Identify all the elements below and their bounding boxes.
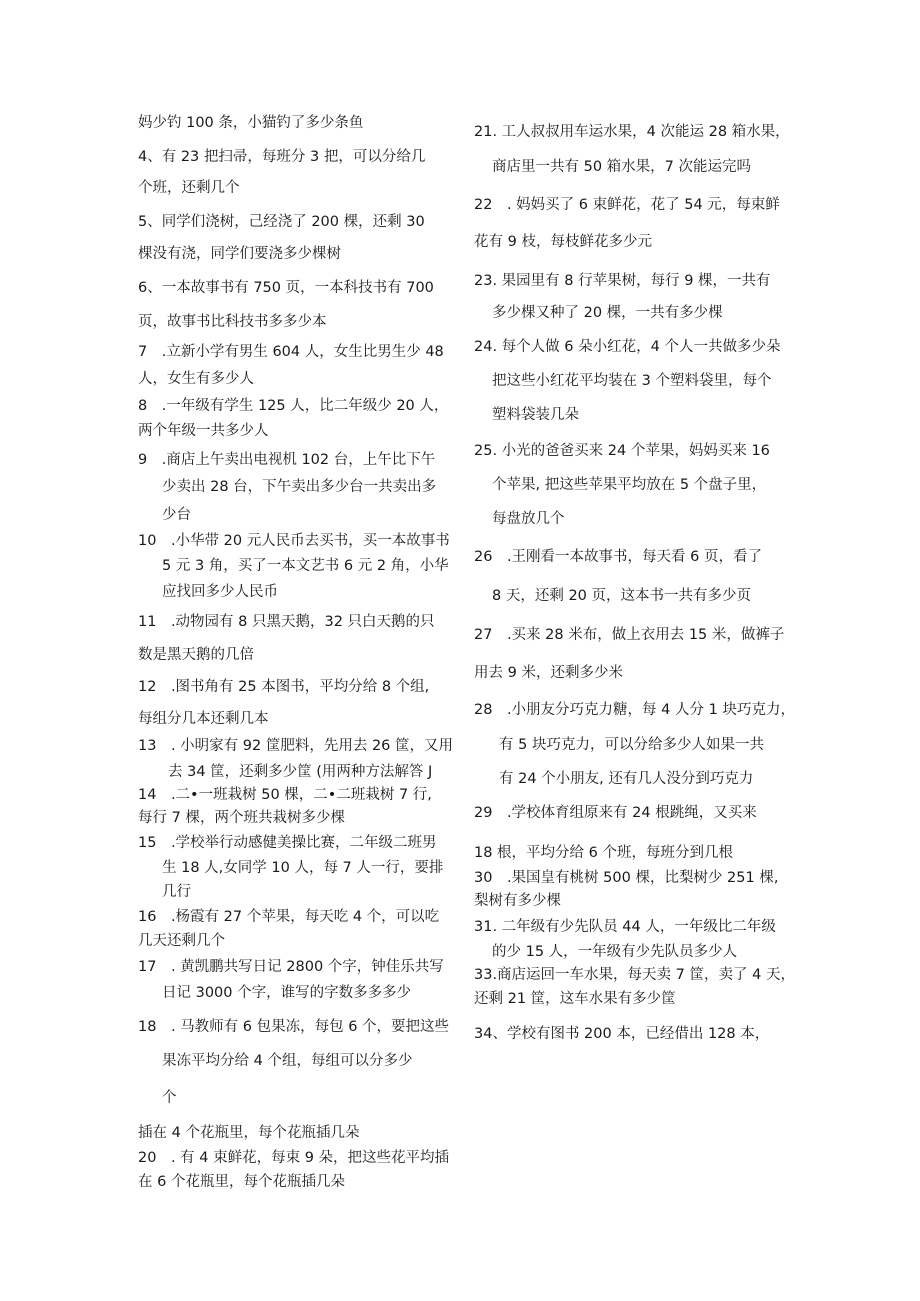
text-line: 16 .杨霞有 27 个苹果，每天吃 4 个，可以吃 bbox=[138, 909, 440, 925]
text-line: 每盘放几个 bbox=[492, 511, 565, 527]
text-line: 18 . 马教师有 6 包果冻，每包 6 个，要把这些 bbox=[138, 1019, 450, 1035]
text-line: 有 24 个小朋友, 还有几人没分到巧克力 bbox=[499, 771, 754, 787]
text-line: 商店里一共有 50 箱水果，7 次能运完吗 bbox=[492, 159, 752, 175]
text-line: 14 .二•一班栽树 50 棵，二•二班栽树 7 行, bbox=[138, 787, 432, 803]
text-line: 每行 7 棵，两个班共栽树多少棵 bbox=[138, 810, 345, 826]
text-line: 少台 bbox=[162, 507, 191, 523]
text-line: 7 .立新小学有男生 604 人，女生比男生少 48 bbox=[138, 344, 444, 360]
text-line: 17 . 黄凯鹏共写日记 2800 个字，钟佳乐共写 bbox=[138, 959, 444, 975]
text-line: 5、同学们浇树，己经浇了 200 棵，还剩 30 bbox=[138, 214, 425, 230]
text-line: 果冻平均分给 4 个组，每组可以分多少 bbox=[162, 1053, 413, 1069]
text-line: 26 .王刚看一本故事书，每天看 6 页，看了 bbox=[474, 549, 763, 565]
text-line: 生 18 人,女同学 10 人，每 7 人一行，要排 bbox=[162, 860, 444, 876]
text-line: 的少 15 人，一年级有少先队员多少人 bbox=[492, 944, 738, 960]
text-line: 33.商店运回一车水果，每天卖 7 筐，卖了 4 天， bbox=[474, 967, 795, 983]
text-line: 24. 每个人做 6 朵小红花，4 个人一共做多少朵 bbox=[474, 339, 781, 355]
text-line: 塑料袋装几朵 bbox=[492, 407, 579, 423]
text-line: 个苹果, 把这些苹果平均放在 5 个盘子里， bbox=[492, 477, 767, 493]
text-line: 23. 果园里有 8 行苹果树，每行 9 棵，一共有 bbox=[474, 273, 771, 289]
text-line: 少卖出 28 台，下午卖出多少台一共卖出多 bbox=[162, 479, 437, 495]
text-line: 13 . 小明家有 92 筐肥料，先用去 26 筐，又用 bbox=[138, 738, 454, 754]
text-line: 页，故事书比科技书多多少本 bbox=[138, 314, 327, 330]
text-line: 日记 3000 个字，谁写的字数多多多少 bbox=[162, 985, 412, 1001]
text-line: 9 .商店上午卖出电视机 102 台，上午比下午 bbox=[138, 452, 436, 468]
text-line: 10 .小华带 20 元人民币去买书，买一本故事书 bbox=[138, 533, 450, 549]
text-line: 18 根，平均分给 6 个班，每班分到几根 bbox=[474, 845, 734, 861]
text-line: 几天还剩几个 bbox=[138, 933, 225, 949]
text-line: 应找回多少人民币 bbox=[162, 584, 278, 600]
text-line: 27 .买来 28 米布，做上衣用去 15 米，做裤子 bbox=[474, 627, 785, 643]
text-line: 29 .学校体育组原来有 24 根跳绳，又买来 bbox=[474, 805, 757, 821]
text-line: 人，女生有多少人 bbox=[138, 371, 254, 387]
text-line: 妈少钓 100 条，小猫钓了多少条鱼 bbox=[138, 115, 364, 131]
text-line: 有 5 块巧克力，可以分给多少人如果一共 bbox=[499, 737, 764, 753]
text-line: 28 .小朋友分巧克力糖，每 4 人分 1 块巧克力， bbox=[474, 702, 795, 718]
text-line: 21. 工人叔叔用车运水果，4 次能运 28 箱水果， bbox=[474, 124, 790, 140]
text-line: 11 .动物园有 8 只黑天鹅，32 只白天鹅的只 bbox=[138, 614, 435, 630]
text-line: 25. 小光的爸爸买来 24 个苹果，妈妈买来 16 bbox=[474, 443, 770, 459]
text-line: 12 .图书角有 25 本图书，平均分给 8 个组, bbox=[138, 679, 430, 695]
text-line: 还剩 21 筐，这车水果有多少筐 bbox=[474, 991, 676, 1007]
text-line: 个 bbox=[162, 1090, 177, 1106]
text-line: 几行 bbox=[162, 884, 191, 900]
text-line: 梨树有多少棵 bbox=[474, 893, 561, 909]
text-line: 30 .果国皇有桃树 500 棵，比梨树少 251 棵, bbox=[474, 870, 779, 886]
text-line: 两个年级一共多少人 bbox=[138, 423, 269, 439]
text-line: 在 6 个花瓶里，每个花瓶插几朵 bbox=[138, 1174, 345, 1190]
text-line: 8 .一年级有学生 125 人，比二年级少 20 人， bbox=[138, 398, 449, 414]
text-line: 个班，还剩几个 bbox=[138, 180, 240, 196]
text-line: 把这些小红花平均装在 3 个塑料袋里，每个 bbox=[492, 373, 772, 389]
text-line: 8 天，还剩 20 页，这本书一共有多少页 bbox=[492, 588, 752, 604]
text-line: 5 元 3 角，买了一本文艺书 6 元 2 角，小华 bbox=[162, 558, 449, 574]
text-line: 22 . 妈妈买了 6 束鲜花，花了 54 元，每束鲜 bbox=[474, 197, 780, 213]
text-line: 20 . 有 4 束鲜花，每束 9 朵，把这些花平均插 bbox=[138, 1150, 450, 1166]
text-line: 34、学校有图书 200 本，已经借出 128 本， bbox=[474, 1026, 770, 1042]
text-line: 31. 二年级有少先队员 44 人，一年级比二年级 bbox=[474, 919, 776, 935]
text-line: 15 .学校举行动感健美操比赛，二年级二班男 bbox=[138, 835, 437, 851]
text-line: 花有 9 枝，每枝鲜花多少元 bbox=[474, 234, 652, 250]
text-line: 4、有 23 把扫帚，每班分 3 把，可以分给几 bbox=[138, 149, 426, 165]
text-line: 每组分几本还剩几本 bbox=[138, 711, 269, 727]
text-line: 插在 4 个花瓶里，每个花瓶插几朵 bbox=[138, 1125, 360, 1141]
text-line: 数是黑天鹅的几倍 bbox=[138, 647, 254, 663]
text-line: 棵没有浇，同学们要浇多少棵树 bbox=[138, 246, 341, 262]
text-line: 用去 9 米，还剩多少米 bbox=[474, 665, 623, 681]
text-line: 6、一本故事书有 750 页，一本科技书有 700 bbox=[138, 280, 434, 296]
text-line: 去 34 筐，还剩多少筐 (用两种方法解答 J bbox=[168, 764, 433, 780]
text-line: 多少棵又种了 20 棵，一共有多少棵 bbox=[492, 305, 723, 321]
